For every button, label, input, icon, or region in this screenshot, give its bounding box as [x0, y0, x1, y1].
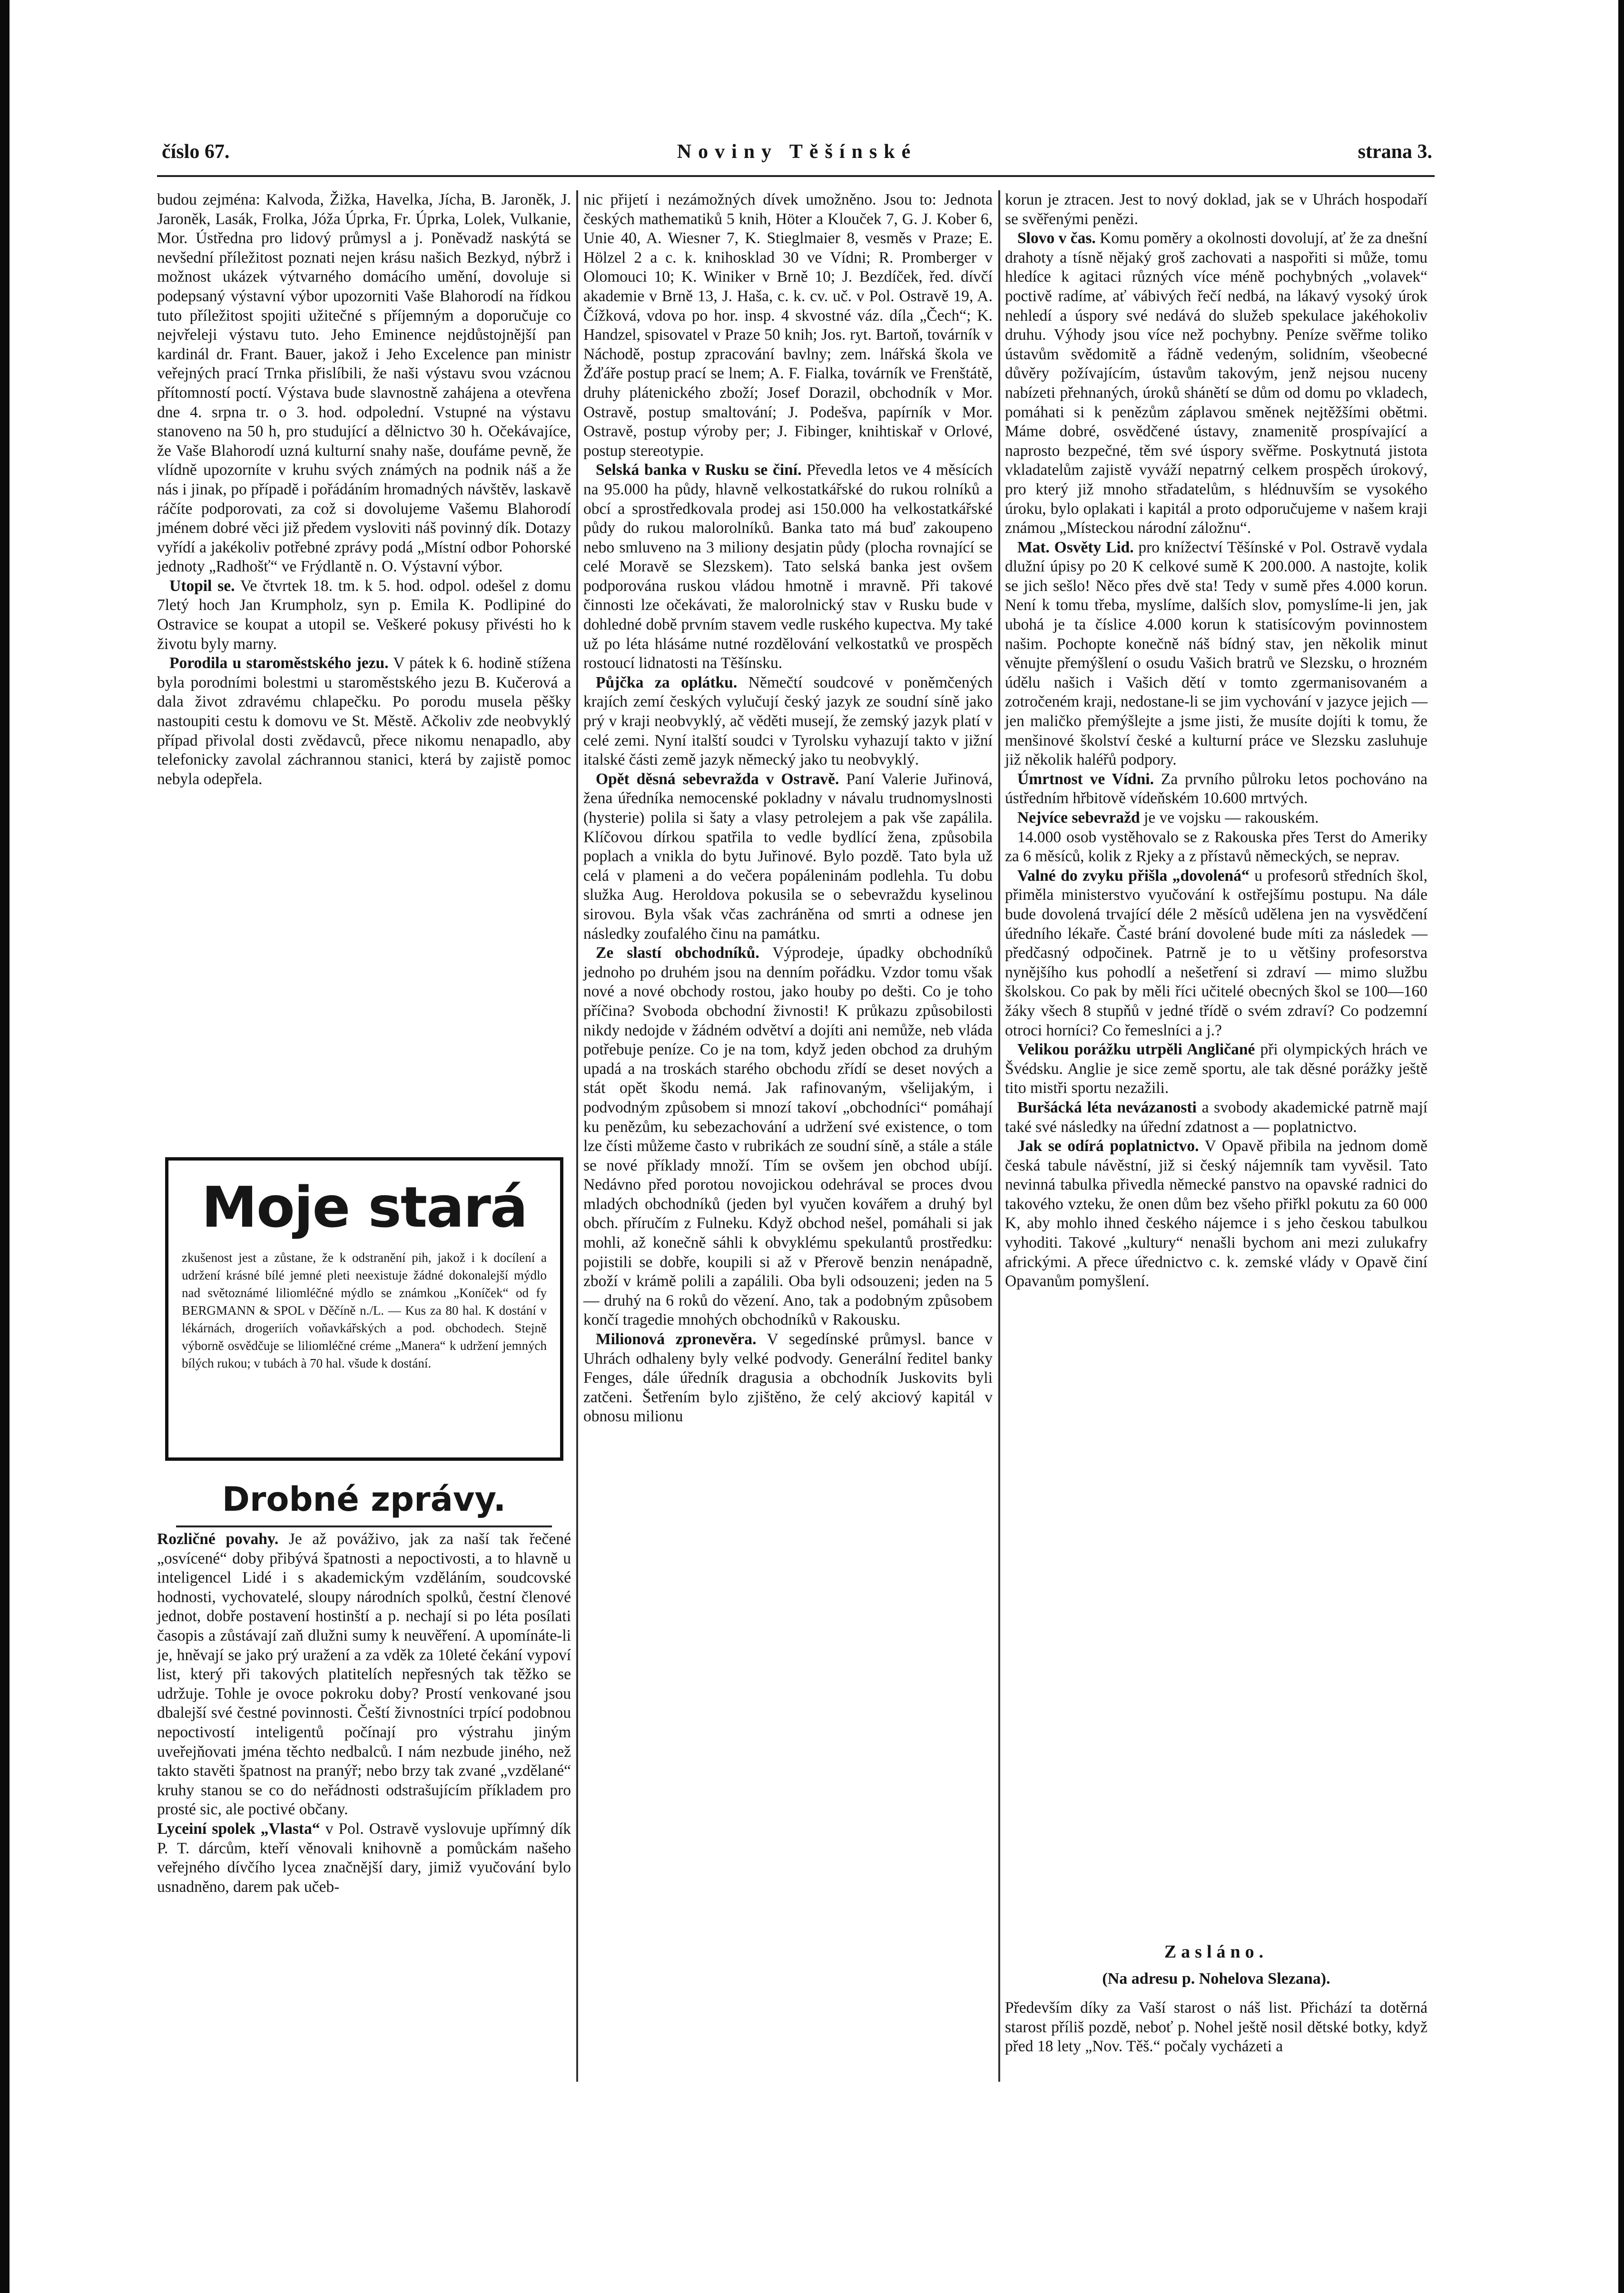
text-dovolena: u profesorů středních škol, přiměla ministerstvo vyučování k ostřejšímu postupu. Na dále bude dovolená trvající déle 2 měsíců udělena jen na vysvědčení úředního lékaře. Časté brání dovolené bude míti za následek — předčasný odpočinek. Patrně je to u většiny profesorstva nynějšího kus pohodlí a nešetření si zdraví — mimo službu školskou. Co pak by měli říci učitelé obecných škol se 100—160 žáky všech 8 stupňů v jedné třídě o svém zdraví? Co podzemní otroci horníci? Co řemeslníci a j.?: [1005, 866, 1428, 1039]
article-zpronevera: [583, 1330, 993, 1427]
page-header: [162, 140, 1432, 169]
text-selska-banka: Převedla letos ve 4 měsících na 95.000 ha půdy, hlavně velkostatkářské do rukou rolníků a obcí a sprostředkovala prodej asi 150.000 ha velkostatkářské půdy do rukou malorolníků. Banka tato má buď zakoupeno nebo smluveno na 3 miliony desjatin půdy (plocha rovnající se celé Moravě se Slezskem). Tato selská banka jest ovšem podporována ruskou vládou hmotně i mravně. Při takové činnosti lze očekávati, že malorolnický stav v Rusku bude v dohledné době prvním stavem vedle ruského kupectva. My také už po léta hlásáme nutné rozdělování velkostatků ve prospěch rostoucí lidnatosti na Těšínsku.: [583, 461, 993, 672]
article-bursacka: [1005, 1098, 1427, 1137]
column-2: [583, 190, 993, 1427]
text-porodila: V pátek k 6. hodině stížena byla porodními bolestmi u staroměstského jezu B. Kučerová a dala život zdravému chlapečku. Po porodu musela pěšky nastoupiti cestu k domovu ve St. Městě. Ačkoliv zde neobvyklý případ přivolal dosti zvědavců, přece nikomu nenapadlo, aby telefonicky zavolal záchrannou stanici, která by zajistě pomoc nebyla odepřela.: [157, 654, 571, 788]
article-obchodniku: [583, 944, 993, 1330]
article-slovo: [1005, 229, 1427, 538]
scan-edge-right: [1618, 0, 1624, 2293]
section-title-drobne: Drobné zprávy.: [157, 1480, 571, 1531]
newspaper-title: Noviny Těšínské: [677, 141, 917, 163]
headline-lyceum: Lyceiní spolek „Vlasta“: [157, 1820, 320, 1838]
text-umrtnost: Za prvního půlroku letos pochováno na ústředním hřbitově vídeňském 10.600 mrtvých.: [1005, 770, 1428, 807]
text-zpronevera: V segedínské průmysl. bance v Uhrách odhaleny byly velké podvody. Generální ředitel banky Fenges, dále úředník dragusia a obchodník Juskovits byli zatčeni. Šetřením bylo zjištěno, že celý akciový kapitál v obnosu milionu: [583, 1330, 993, 1426]
headline-zpronevera: Milionová zpronevěra.: [596, 1330, 757, 1348]
headline-dovolena: Valné do zvyku přišla „dovolená“: [1017, 866, 1250, 885]
article-matice: [1005, 538, 1427, 770]
section-rule: [176, 1525, 552, 1527]
headline-utopil: Utopil se.: [169, 577, 235, 595]
text-pujcka: Němečtí soudcové v poněmčených krajích zemí českých vylučují český jazyk ze soudní síně jako prý v kraji neobvyklý, ač věděti musejí, že zemský jazyk platí v celé zemi. Nyní italští soudci v Tyrolsku vyhazují takto v jižní italské části země jazyk německý jako tu neobvyklý.: [583, 673, 993, 769]
column-3-lower: [1005, 1998, 1427, 2057]
text-obchodniku: Výprodeje, úpadky obchodníků jednoho po druhém jsou na denním pořádku. Vzdor tomu však nové a nové obchody rostou, jako houby po dešti. Co je toho příčina? Svoboda obchodní živnosti! K průkazu způsobilosti nikdy nedojde v žádném odvětví a dojíti ani nemůže, neb vláda potřebuje peníze. Co je na tom, když jeden obchod za druhým upadá a na troskách starého obchodu zřídí se deset nových a stát opět škodu nemá. Jak rafinovaným, všelijakým, i podvodným způsobem si mnozí takoví „obchodníci“ pomáhají ku penězům, ku sebezachování a udržení své existence, o tom lze čísti můžeme často v rubrikách ze soudní síně, a stále a stále se nové příklady množí. Tím se ovšem jen obchod ubíjí. Nedávno před porotou novojickou odehrával se proces dvou mladých obchodníků (jeden byl vyučen kovářem a druhý byl obch. příručím z Fulneku. Když obchod nešel, pomáhali si jak mohli, až konečně sáhli k obvyklému spekulantů prostředku: pojistili se dobře, koupili si až v Přerově benzin nenápadně, zboží v krámě polili a zapálili. Oba byli odsouzeni; jeden na 5 — druhý na 6 roků do vězení. Ano, tak a podobným způsobem končí tragedie mnohých obchodníků v Rakousku.: [583, 944, 993, 1329]
article-rozlicne: [157, 1530, 571, 1820]
headline-umrtnost: Úmrtnost ve Vídni.: [1017, 770, 1154, 788]
page-number: strana 3.: [1358, 141, 1432, 163]
header-rule: [157, 175, 1435, 177]
article-umrtnost: [1005, 770, 1427, 808]
column-1-lower: [157, 1530, 571, 1897]
article-vystehovalo: 14.000 osob vystěhovalo se z Rakouska přes Terst do Ameriky za 6 měsíců, kolik z Rjeky a z přístavů německých, se neprav.: [1005, 828, 1427, 866]
text-bursacka: a svobody akademické patrně mají také své následky na úřední zdatnost a — poplatnictvo.: [1005, 1098, 1427, 1136]
article-porazka: [1005, 1040, 1427, 1098]
headline-obchodniku: Ze slastí obchodníků.: [596, 944, 759, 962]
headline-slovo: Slovo v čas.: [1017, 229, 1096, 247]
article-continued: korun je ztracen. Jest to nový doklad, jak se v Uhrách hospodaří se svěřenými penězi.: [1005, 191, 1427, 228]
column-1: [157, 190, 571, 789]
headline-porazka: Velikou porážku utrpěli Angličané: [1017, 1041, 1255, 1059]
headline-selska-banka: Selská banka v Rusku se činí.: [596, 461, 802, 479]
column-divider-1: [576, 190, 578, 2082]
zaslano-subheading: (Na adresu p. Nohelova Slezana).: [1102, 1970, 1330, 1988]
scan-edge-left: [0, 0, 10, 2293]
article-sebevrazda: [583, 770, 993, 944]
article-dovolena: [1005, 866, 1427, 1040]
headline-porodila: Porodila u staroměstského jezu.: [169, 654, 389, 672]
text-porazka: při olympických hrách ve Švédsku. Anglie je sice země sportu, ale tak děsné porážky ještě tito mistři sportu nezažili.: [1005, 1041, 1427, 1097]
column-3: [1005, 190, 1427, 1291]
article-pujcka: [583, 673, 993, 770]
article-utopil: [157, 577, 571, 654]
text-poplatnictvo: V Opavě přibila na jednom domě česká tabule návěstní, již si český nájemník tam vyvěsil. Tato nevinná tabulka přivedla německé panstvo na opavské radnici do takového vzteku, že onen dům bez všeho přiřkl pokutu za 60 000 K, aby mohlo ihned českého nájemce i s jeho českou tabulkou vyhoditi. Takové „kultury“ nenašli bychom ani mezi zulukafry africkými. A přece úřednictvo c. k. zemské vlády v Opavě činí Opavanům pomyšlení.: [1005, 1137, 1427, 1290]
article-porodila: [157, 654, 571, 789]
ad-body: zkušenost jest a zůstane, že k odstranění pih, jakož i k docílení a udržení krásné bílé jemné pleti neexistuje žádné dokonalejší mýdlo nad světoznámé liliomléčné mýdlo se známkou „Koníček“ od fy BERGMANN & SPOL v Děčíně n./L. — Kus za 80 hal. K dostání v lékárnách, drogeriích voňavkářských a pod. obchodech. Stejně výborně osvědčuje se liliomléčné créme „Manera“ k udržení jemných bílých rukou; v tubách à 70 hal. všude k dostání.: [182, 1250, 547, 1370]
text-sebevrazd: je ve vojsku — rakouském.: [1144, 809, 1319, 827]
text-slovo: Komu poměry a okolnosti dovolují, ať že za dnešní drahoty a tísně nějaký groš zachovati a naspořiti si může, tomu hledíce k agitaci různých více méně pochybných „volavek“ poctivě radíme, ať vábivých řečí nedbá, na lákavý vysoký úrok nehledí a úspory své nedává do služeb spekulace jakéhokoliv druhu. Výhody jsou více než pochybny. Peníze svěřme toliko ústavům svědomitě a řádně vedeným, solidním, všeobecné důvěry požívajícím, ústavům takovým, jenž nejsou nuceny nabízeti přehnaných, úroků shánětí se dům od domu po vkladech, pomáhati si k penězům záplavou směnek nejtěžšími obětmi. Máme dobré, osvědčené ústavy, znamenitě prospívající a naprosto bezpečné, těm své úspory svěřme. Poskytnutá jistota vkladatelům zajistě vyváží nepatrný celkem prospěch úrokový, pro který již mnoho střadatelům, s hlédnuvším se vysokého úroku, bylo oplakati i kapitál a proto odporučujeme v našem kraji známou „Místeckou národní záložnu“.: [1005, 229, 1427, 537]
column-divider-2: [998, 190, 1000, 2082]
headline-pujcka: Půjčka za oplátku.: [596, 673, 738, 691]
article-exhibition: budou zejména: Kalvoda, Žižka, Havelka, Jícha, B. Jaroněk, J. Jaroněk, Lasák, Frolka, Jóža Úprka, Fr. Úprka, Lolek, Vulkanie, Mor. Ústředna pro lidový průmysl a j. Poněvadž naskýtá se nevšední příležitost poznati nejen krásu našich Bezkyd, nýbrž i možnost ukázek výtvarného domácího umění, dovoluje si podepsaný výstavní výbor upozorniti Vaše Blahorodí na řídkou tuto příležitost spojiti užitečné s příjemným a doporučuje co nejvřeleji výstavu tuto. Jeho Eminence nejdůstojnější pan kardinál dr. Frant. Bauer, jakož i Jeho Excelence pan ministr veřejných prací Trnka přislíbili, že naši výstavu svou vzácnou přítomností poctí. Výstava bude slavnostně zahájena a otevřena dne 4. srpna tr. o 3. hod. odpolední. Vstupné na výstavu stanoveno na 50 h, pro studující a dělnictvo 30 h. Očekávajíce, že Vaše Blahorodí uzná kulturní snahy naše, doufáme pevně, že vlídně upozorníte v kruhu svých známých na podnik náš a že nás i jinak, po případě i pořádáním hromadných návštěv, laskavě ráčíte podporovati, za což si dovolujeme Vašemu Blahorodí jménem dobré věci již předem vysloviti náš povinný dík. Dotazy vyřídí a jakékoliv potřebné zprávy podá „Místní odbor Pohorské jednoty „Radhošť“ ve Frýdlantě n. O. Výstavní výbor.: [157, 191, 571, 576]
issue-number: číslo 67.: [162, 141, 230, 163]
zaslano-heading: Zasláno.: [1164, 1942, 1269, 1962]
headline-rozlicne: Rozličné povahy.: [157, 1530, 279, 1548]
article-donors: nic přijetí i nezámožných dívek umožněno. Jsou to: Jednota českých mathematiků 5 knih, Höter a Klouček 7, G. J. Kober 6, Unie 40, A. Wiesner 7, K. Stieglmaier 8, vesměs v Praze; E. Hölzel 2 a c. k. knihosklad 30 ve Vídni; R. Promberger v Olomouci 10; K. Winiker v Brně 10; J. Bezdíček, řed. dívčí akademie v Brně 13, J. Haša, c. k. cv. uč. v Pol. Ostravě 19, A. Čížková, vdova po hor. insp. 4 skvostné váz. díla „Čech“; K. Handzel, spisovatel v Praze 50 knih; Jos. ryt. Bartoň, továrník v Náchodě, postup zpracování bavlny; zem. lnářská škola ve Žďáře postup prací se lnem; A. F. Fialka, továrník ve Frenštátě, druhy plátenického zboží; Josef Dorazil, obchodník v Mor. Ostravě, postup smaltování; J. Podešva, papírník v Mor. Ostravě, postup výroby per; J. Fibinger, knihtiskař v Orlové, postup stereotypie.: [583, 191, 993, 460]
text-lyceum: v Pol. Ostravě vyslovuje upřímný dík P. T. dárcům, kteří věnovali knihovně a pomůckám našeho veřejného dívčího lycea značnější dary, jimiž vyučování bylo usnadněno, darem pak učeb-: [157, 1820, 571, 1896]
headline-sebevrazda: Opět děsná sebevražda v Ostravě.: [596, 770, 839, 788]
text-sebevrazda: Paní Valerie Juřinová, žena úředníka nemocenské pokladny v návalu trudnomyslnosti (hysterie) polila si šaty a vlasy petrolejem a pak vše zapálila. Klíčovou dírkou spatřila to vedle bydlící žena, způsobila poplach a vnikla do bytu Juřinové. Bylo pozdě. Tato byla už celá v plameni a do večera popáleninám podlehla. Tu dobu služka Aug. Heroldova pokusila se o sebevraždu kyselinou sirovou. Byla však včas zachráněna od smrti a odnese jen následky zoufalého činu na památku.: [583, 770, 993, 943]
article-selska-banka: [583, 461, 993, 673]
headline-bursacka: Buršácká léta nevázanosti: [1017, 1098, 1197, 1116]
text-matice: pro knížectví Těšínské v Pol. Ostravě vydala dlužní úpisy po 20 K celkové sumě K 200.000. A nastojte, kolik se jich sešlo! Něco přes dvě sta! Tedy v sumě přes 4.000 korun. Není k tomu třeba, myslíme, dalších slov, pomyslíme-li jen, jak ubohá je ta číslice 4.000 korun k statisícovým povinnostem našim. Pochopte konečně náš bídný stav, jen několik minut věnujte přemýšlení o osudu Vašich bratrů ve Slezsku, o hrozném údělu našich i Vašich dětí v tomto zgermanisovaném a zotročeném kraji, nedostane-li se jim vychování v jazyce jejich — jen maličko přemýšlejte a jsme jisti, že musíte dojíti k tomu, že menšinové školství české a kulturní práce ve Slezsku zasluhuje již několik haléřů podpory.: [1005, 538, 1427, 769]
ad-headline: Moje stará: [201, 1174, 527, 1240]
article-sebevrazd: [1005, 808, 1427, 828]
text-utopil: Ve čtvrtek 18. tm. k 5. hod. odpol. odešel z domu 7letý hoch Jan Krumpholz, syn p. Emila K. Podlipiné do Ostravice se koupat a utopil se. Veškeré pokusy přivésti ho k životu byly marny.: [157, 577, 571, 653]
headline-poplatnictvo: Jak se odírá poplatnictvo.: [1017, 1137, 1199, 1155]
advertisement-box: [165, 1157, 563, 1461]
article-zaslano: Především díky za Vaší starost o náš list. Přichází ta dotěrná starost příliš pozdě, neboť p. Nohel ještě nosil dětské botky, když před 18 lety „Nov. Těš.“ počaly vycházeti a: [1005, 1999, 1427, 2056]
text-rozlicne: Je až pováživo, jak za naší tak řečené „osvícené“ doby přibývá špatnosti a nepoctivosti, a to hlavně u inteligencel Lidé i s akademickým vzděláním, soudcovské hodnosti, vychovatelé, sloupy národních spolků, čestní členové jednot, dobře postavení hostinští a p. nechají si po léta posílati časopis a zůstávají zaň dlužni sumy k neuvěření. A upomínáte-li je, hněvají se jako prý uražení a za vděk za 10leté čekání vypoví list, který při takových platitelích nepřesných tak těžko se udržuje. Tohle je ovoce pokroku doby? Prostí venkované jsou dbalejší své čestné povinnosti. Čeští živnostníci trpící podobnou nepoctivostí inteligentů počínají pro výstrahu jiným uveřejňovati jména těchto nedbalců. I nám nezbude jiného, než takto stavěti špatnost na pranýř; nebo brzy tak zvané „vzdělané“ kruhy stanou se co do neřádnosti odstrašujícím příkladem pro prosté sic, ale poctivé občany.: [157, 1530, 571, 1819]
headline-matice: Mat. Osvěty Lid.: [1017, 538, 1134, 556]
article-poplatnictvo: [1005, 1137, 1427, 1291]
headline-sebevrazd: Nejvíce sebevražd: [1017, 809, 1140, 827]
article-lyceum: [157, 1820, 571, 1897]
